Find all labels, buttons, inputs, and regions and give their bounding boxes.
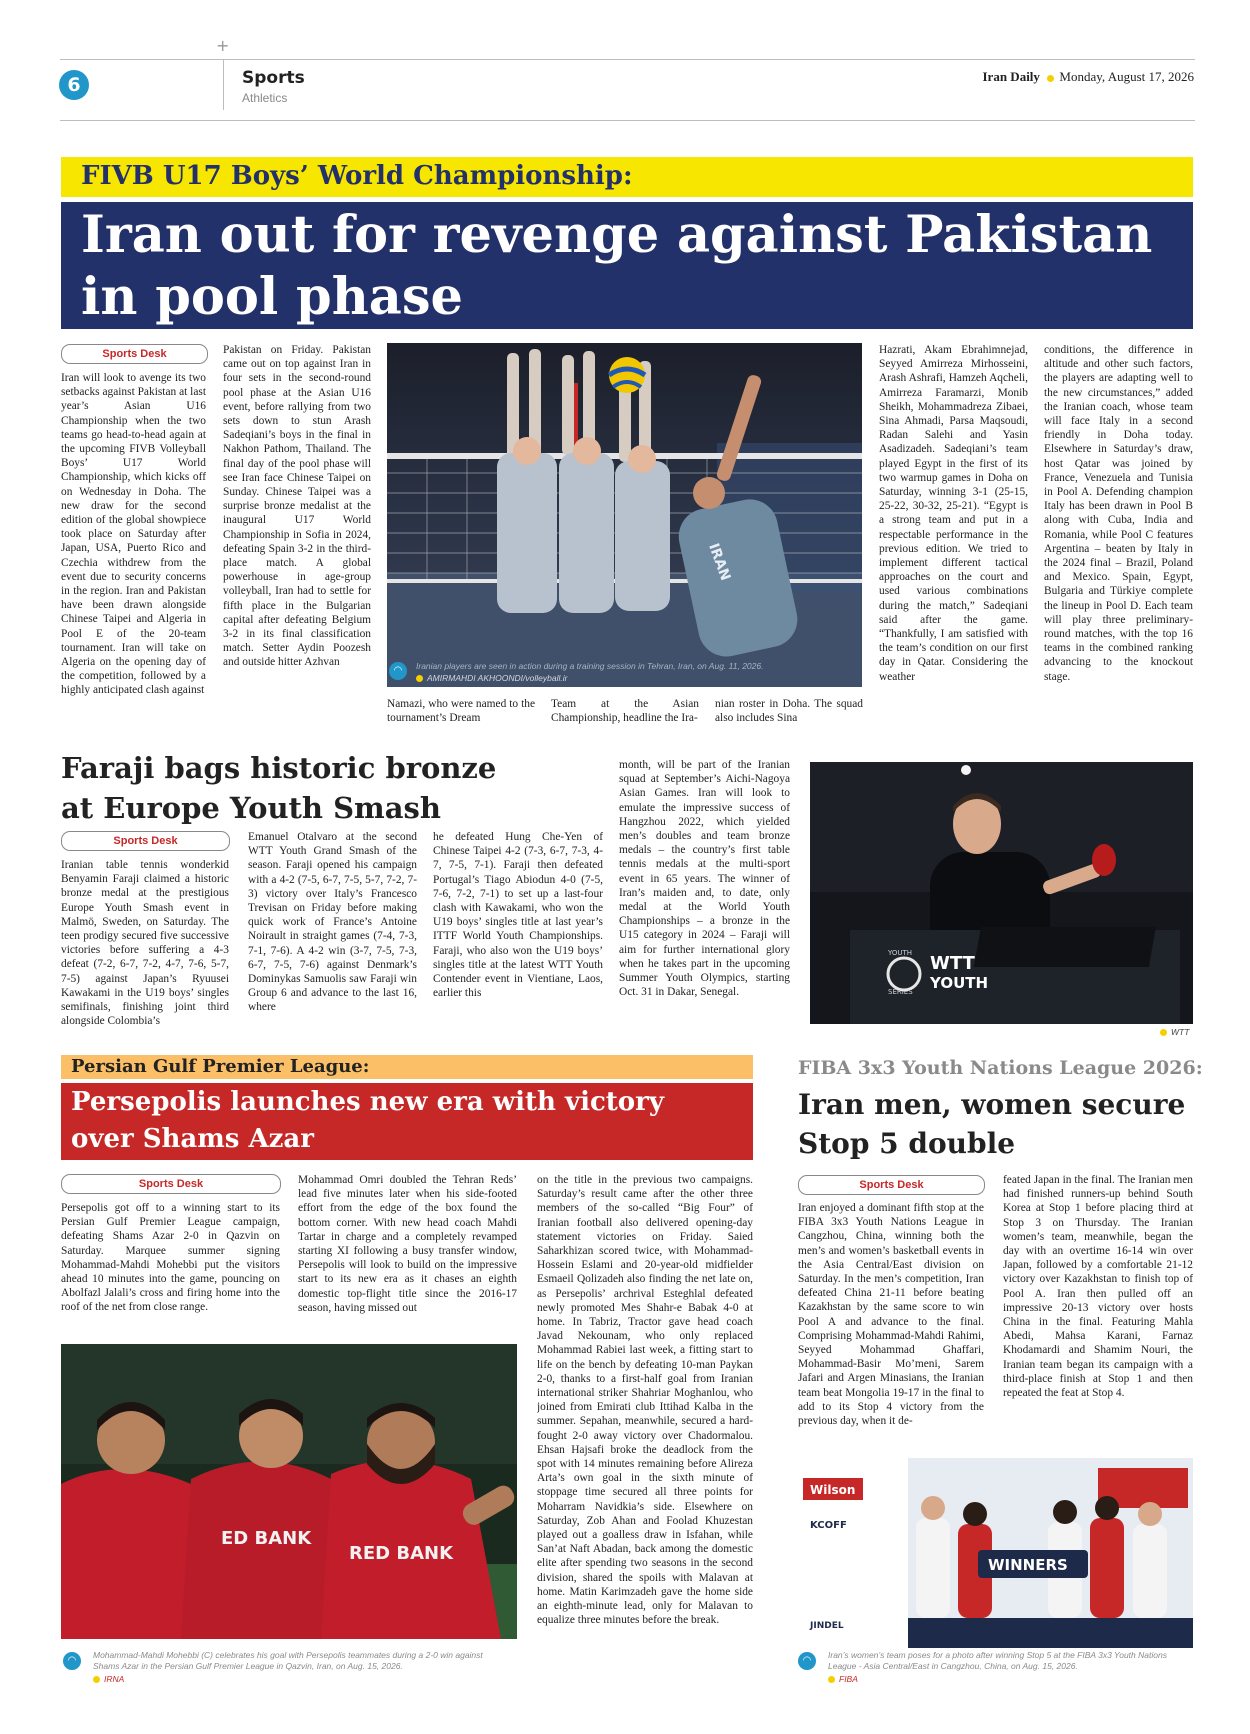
article1-col6: conditions, the difference in altitude and other such factors, the players are adapting well to the new circumstances,” added the Iranian coach, whose team will face Italy in a second friendly in Doha today. Elsewhere in Saturday’s draw, host Qatar was joined by France, Venezuela and Tunisia in Pool A. Defending champion Italy has been drawn in Pool B along with Cuba, India and Romania, while Pool C features Argentina – beaten by Italy in the 2024 final – Brazil, Poland and Mexico. Spain, Egypt, Bulgaria and Türkiye complete the lineup in Pool D. Each team will play three preliminary-round matches, with the top 16 teams in the combined ranking advancing to the knockout stage.: [1044, 344, 1193, 683]
article2-col3: he defeated Hung Che-Yen of Chinese Taipei 4-2 (7-3, 6-7, 7-3, 4-7, 7-5, 7-1). Faraji then defeated Portugal’s Tiago Abiodun 4-0 (7-5, 7-6, 7-2, 7-1) to set up a last-four clash with Kawakami, who won the U19 boys’ singles title at last year’s ITTF World Youth Championships. Faraji, who also won the U19 boys’ singles title at the latest WTT Youth Contender event in Vientiane, Laos, earlier this: [433, 831, 603, 1000]
banner-small-1: YOUTH: [888, 949, 913, 957]
article2-byline: Sports Desk: [61, 831, 230, 851]
volleyball-scene: [387, 343, 862, 687]
article1-col1: Iran will look to avenge its two setbacks against Pakistan at last year’s Asian U16 Championship when the two teams go head-to-head again at the upcoming FIVB Volleyball Boys’ U17 World Championship, which kicks off on Wednesday in Doha. The new draw for the second edition of the global showpiece took place on Saturday after Japan, USA, Puerto Rico and Czechia withdrew from the event due to security concerns in the region. Iran and Pakistan have been drawn alongside Chinese Taipei and Algeria in Pool E of the 20-team tournament. Iran will take on Algeria on the opening day of the competition, followed by a highly anticipated clash against: [61, 372, 206, 697]
issue-date: Monday, August 17, 2026: [1059, 69, 1194, 84]
article1-col5: Hazrati, Akam Ebrahimnejad, Seyyed Amirreza Mirhosseini, Arash Ashrafi, Hamzeh Aqcheli, Amirreza Faramarzi, Monib Sheikh, Mohammadreza Zibaei, Sina Ahmadi, Parsa Maqsoudi, Radan Salehi and Yasin Asadizadeh. Sadeqiani’s team played Egypt in the first of its two warmup games in Doha on Saturday, winning 3-1 (25-15, 25-22, 30-32, 25-21). “Egypt is a strong team and put in a respectable performance in the previous edition. We tried to implement different tactical approaches on the court and used various combinations during the match,” Sadeqiani said after the game. “Thankfully, I am satisfied with the team’s condition on our first day in Qatar. Considering the weather: [879, 344, 1028, 683]
credit-text: IRNA: [104, 1674, 125, 1684]
header-divider: [223, 60, 224, 110]
article2-photo-credit: [1160, 1027, 1189, 1038]
crosshair-mark: +: [216, 36, 230, 55]
banner-line-1: WTT: [930, 953, 975, 974]
article1-kicker: FIVB U17 Boys’ World Championship:: [81, 161, 633, 191]
article3-headline: [71, 1084, 664, 1158]
article2-col4: month, will be part of the Iranian squad at September’s Aichi-Nagoya Asian Games. Iran will look to emulate the impressive success of Hangzhou 2022, which yielded men’s doubles and team bronze medals – the country’s first table tennis medals at the multi-sport event in 65 years. The winner of Iran’s maiden and, to date, only medal at the World Youth Championships – a bronze in the U15 category in 2024 – Faraji will aim for further international glory when he takes part in the upcoming Summer Youth Olympics, starting Oct. 31 in Dakar, Senegal.: [619, 759, 790, 999]
article1-under-photo-b: Team at the Asian Championship, headline the Ira-: [551, 698, 699, 725]
credit-dot: [1160, 1029, 1167, 1036]
masthead-dot: [1047, 75, 1054, 82]
article2-headline-line1: Faraji bags historic bronze: [61, 751, 497, 785]
article3-photo-credit: [93, 1674, 124, 1685]
camera-icon: ◠: [389, 662, 407, 680]
article3-photo: [61, 1344, 517, 1639]
header-top-rule: [60, 59, 1195, 60]
paper-name: Iran Daily: [982, 69, 1040, 84]
credit-text: FIBA: [839, 1674, 858, 1684]
camera-icon: ◠: [798, 1652, 816, 1670]
article1-photo-caption: Iranian players are seen in action during a training session in Tehran, Iran, on Aug. 11, 2026.: [416, 661, 764, 671]
article4-col1: Iran enjoyed a dominant fifth stop at the FIBA 3x3 Youth Nations League in Cangzhou, China, winning both the men’s and women’s basketball events in the Asia Central/East division on Saturday. In the men’s competition, Iran defeated China 21-11 before beating Kazakhstan by the same score to win Pool A and advance to the final. Comprising Mohammad-Mahdi Rahimi, Seyyed Mohammad Ghaffari, Mohammad-Basir Mo’meni, Sarem Jafari and Argen Minasians, the Iranian team beat Mongolia 19-17 in the final to add to its Stop 4 victory from the previous day, when it de-: [798, 1202, 984, 1428]
section-subtitle: Athletics: [242, 91, 288, 105]
article3-photo-caption: Mohammad-Mahdi Mohebbi (C) celebrates his goal with Persepolis teammates during a 2-0 win against Shams Azar in the Persian Gulf Premier League in Qazvin, Iran, on Aug. 15, 2026.: [93, 1650, 483, 1671]
board-kcoff: KCOFF: [810, 1520, 847, 1531]
credit-dot: [828, 1676, 835, 1683]
article1-headline-line2: in pool phase: [81, 267, 463, 327]
board-jindel: JINDEL: [810, 1621, 844, 1631]
football-celebration-scene: [61, 1344, 517, 1639]
article1-col2: Pakistan on Friday. Pakistan came out on top against Iran in four sets in the second-round pool phase at the Asian U16 event, before rallying from two sets down to stun Arash Sadeqiani’s boys in the final in Nakhon Pathom, Thailand. The final day of the pool phase will see Iran face Chinese Taipei on Sunday. Chinese Taipei was a surprise bronze medalist at the inaugural U17 World Championship in Sofia in 2024, defeating Spain 3-2 in the third-place match. A global powerhouse in age-group volleyball, Iran had to settle for fifth place in the Bulgarian capital after defeating Belgium 3-2 in its final classification match. Setter Aydin Poozesh and outside hitter Azhvan: [223, 344, 371, 669]
article1-photo: [387, 343, 862, 687]
article1-headline: [81, 204, 1152, 328]
article4-headline-line1: Iran men, women secure: [798, 1088, 1186, 1121]
article1-under-photo-c: nian roster in Doha. The squad also includes Sina: [715, 698, 863, 725]
article4-headline-line2: Stop 5 double: [798, 1127, 1016, 1160]
section-title: Sports: [242, 68, 305, 88]
article1-headline-line1: Iran out for revenge against Pakistan: [81, 205, 1153, 265]
table-tennis-scene: [810, 762, 1193, 1024]
article2-headline: [61, 748, 496, 828]
article3-col2: Mohammad Omri doubled the Tehran Reds’ lead five minutes later when his side-footed effort from the edge of the box found the bottom corner. With new head coach Mahdi Tartar in charge and a completely revamped starting XI following a busy transfer window, Persepolis will look to build on the impressive start to its new era as it chases an eighth domestic top-flight title since the 2016-17 season, having missed out: [298, 1174, 517, 1314]
board-winners: WINNERS: [988, 1556, 1068, 1574]
article3-col3: on the title in the previous two campaigns. Saturday’s result came after the other three members of the so-called “Big Four” of Iranian football also delivered opening-day statement victories on Friday. Saied Saharkhizan scored twice, with Mohammad-Hossein Eslami and 20-year-old midfielder Esmaeil Qolizadeh also finding the net late on, as Persepolis’ archrival Esteghlal defeated newly promoted Mes Shahr-e Babak 4-0 at home. In Tabriz, Tractor gave head coach Javad Nekounam, who only replaced Mohammad Rabiei last week, a fitting start to life on the bench by defeating 10-man Paykan 2-0, thanks to a first-half goal from Iranian international striker Shahriar Moghanlou, who joined from Emirati club Ittihad Kalba in the summer. Sepahan, meanwhile, secured a hard-fought 2-0 away victory over Chadormalou. Ehsan Hajsafi broke the deadlock from the spot with 14 minutes remaining before Alireza Arta’s own goal in the sixth minute of stoppage time secured all three points for Moharram Navidkia’s side. Elsewhere on Saturday, Zob Ahan and Foolad Khuzestan played out a goalless draw in Isfahan, while San’at Naft Abadan, back among the domestic elite after spending two seasons in the second division, shared the spoils with Malavan at home. Matin Karimzadeh gave the home side an eighth-minute lead, only for Malavan to equalize three minutes before the break.: [537, 1174, 753, 1627]
article4-byline: Sports Desk: [798, 1175, 985, 1195]
article3-kicker-band: [61, 1055, 753, 1079]
article3-headline-line2: over Shams Azar: [71, 1124, 314, 1154]
article3-headline-line1: Persepolis launches new era with victory: [71, 1087, 664, 1117]
article2-col2: Emanuel Otalvaro at the second WTT Youth Grand Smash of the season. Faraji opened his campaign with a 4-2 (7-5, 6-7, 7-5, 5-7, 7-2, 7-3) victory over Italy’s Francesco Trevisan on Friday before making quick work of France’s Antoine Noirault in straight games (7-4, 7-3, 7-1, 7-6). A 4-2 win (3-7, 7-5, 7-3, 6-7, 7-5, 7-6) against Denmark’s Dominykas Samuolis saw Faraji win Group 6 and advance to the last 16, where: [248, 831, 417, 1014]
article4-photo-caption: Iran’s women’s team poses for a photo after winning Stop 5 at the FIBA 3x3 Youth Nations League - Asia Central/East in Cangzhou, China, on Aug. 15, 2026.: [828, 1650, 1167, 1671]
article1-kicker-band: [61, 157, 1193, 197]
credit-text: AMIRMAHDI AKHOONDI/volleyball.ir: [427, 673, 568, 683]
credit-dot: [416, 675, 423, 682]
article1-under-photo-a: Namazi, who were named to the tournament’s Dream: [387, 698, 535, 725]
basketball-podium-scene: [798, 1458, 1193, 1648]
credit-text: WTT: [1171, 1027, 1190, 1037]
credit-dot: [93, 1676, 100, 1683]
article1-headline-band: [61, 202, 1193, 329]
article2-col1: Iranian table tennis wonderkid Benyamin Faraji claimed a historic bronze medal at the prestigious Europe Youth Smash event in Malmö, Sweden, on Saturday. The teen prodigy secured five successive victories before suffering a 4-3 defeat (7-2, 6-7, 7-2, 4-7, 7-6, 5-7, 7-5) against Japan’s Ryuusei Kawakami in the U19 boys’ singles semifinals, finishing joint third alongside Colombia’s: [61, 859, 229, 1028]
article1-byline: Sports Desk: [61, 344, 208, 364]
page-number-badge: [59, 70, 89, 100]
article4-kicker: FIBA 3x3 Youth Nations League 2026:: [798, 1057, 1203, 1079]
article4-headline: [798, 1085, 1185, 1163]
article4-photo: [798, 1458, 1193, 1648]
shirt-text-1: ED BANK: [221, 1528, 312, 1549]
banner-small-2: SERIES: [888, 988, 913, 996]
page-number: 6: [67, 74, 81, 96]
article3-headline-band: [61, 1083, 753, 1160]
article4-photo-credit: [828, 1674, 858, 1685]
shirt-text-2: RED BANK: [349, 1543, 454, 1564]
article3-kicker: Persian Gulf Premier League:: [71, 1056, 370, 1077]
article2-photo: [810, 762, 1193, 1024]
article3-byline: Sports Desk: [61, 1174, 281, 1194]
article1-photo-credit: [416, 673, 856, 684]
article4-col2: feated Japan in the final. The Iranian men had finished runners-up behind South Korea at Stop 1 before placing third at Stop 3 on Thursday. The Iranian women’s team, meanwhile, began the day with an overtime 16-14 win over Japan, followed by a comfortable 21-12 victory over Kazakhstan to finish top of Pool A. Iran then pulled off an impressive 20-13 victory over hosts China in the final. Featuring Mahla Abedi, Mahsa Karani, Farnaz Khodamardi and Shamim Nouri, the Iranian team began its campaign with a third-place finish at Stop 1 and then repeated the feat at Stop 4.: [1003, 1174, 1193, 1400]
header-bottom-rule: [60, 120, 1195, 121]
paper-masthead: [983, 69, 1195, 85]
article3-col1: Persepolis got off to a winning start to its Persian Gulf Premier League campaign, defeating Shams Azar 2-0 in Qazvin on Saturday. Marquee summer signing Mohammad-Mahdi Mohebbi put the visitors ahead 10 minutes into the game, pouncing on Abolfazl Jalali’s cross and firing home into the roof of the net from close range.: [61, 1202, 280, 1314]
camera-icon: ◠: [63, 1652, 81, 1670]
article2-headline-line2: at Europe Youth Smash: [61, 791, 441, 825]
jersey-text: IRAN: [705, 541, 734, 583]
board-wilson: Wilson: [810, 1483, 856, 1497]
banner-line-2: YOUTH: [930, 974, 989, 992]
